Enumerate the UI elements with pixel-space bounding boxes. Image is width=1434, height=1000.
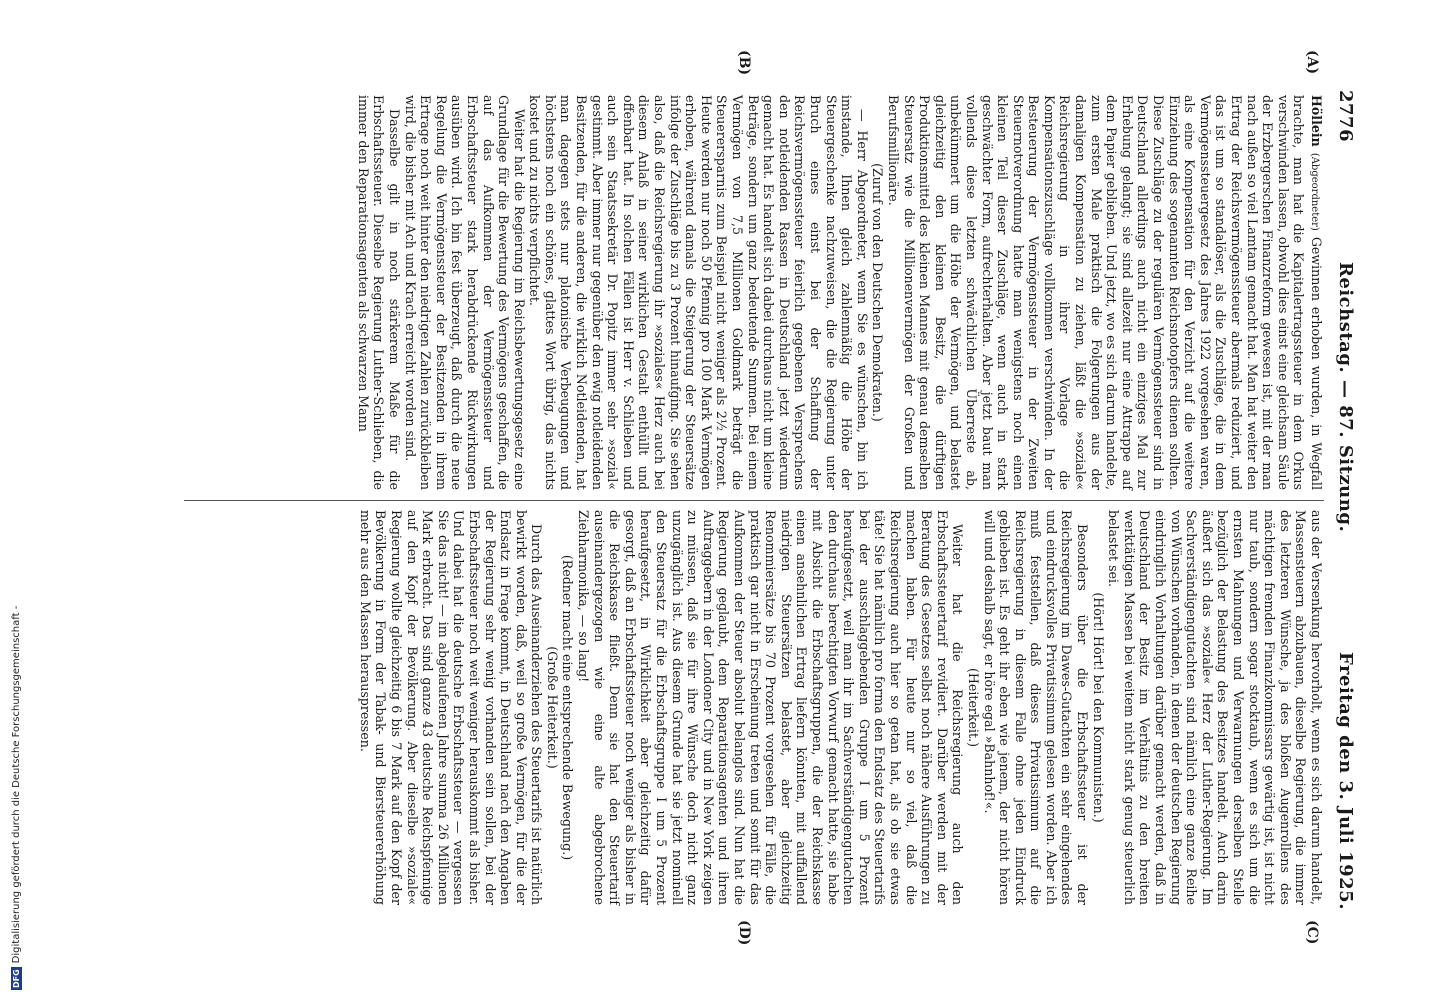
margin-mark-b: (B) [736, 50, 752, 76]
interjection: (Hört! Hört! bei den Kommunisten.) [1090, 592, 1106, 823]
dfg-logo: DFG [12, 969, 21, 988]
paragraph: Weiter hat die Regierung im Reichsbewertungsgesetz eine Grundlage für die Bewertung des Vermögens geschaffen, die auf das Aufkommen der Vermögenssteuer und Erbschaftssteuer stark herabdrückende Rückwirkungen ausüben wird. Ich bin fest überzeugt, daß durch die neue Regelung die Vermögenssteuer der Besitzenden in ihrem Ertrage noch weit hinter den niedrigen Zahlen zurückbleiben wird, die bisher mit Ach und Krach erreicht worden sind. [402, 95, 527, 490]
interjection: (Redner macht eine entsprechende Bewegung.) [560, 554, 576, 861]
paragraph: Dasselbe gilt in noch stärkerem Maße für die Erbschaftssteuer. Dieselbe Regierung Luther-Schlieben, die immer den Reparationsagenten als schwarzen Mann [355, 95, 402, 490]
paragraph [885, 95, 1324, 490]
speaker-name: Höllein [1309, 95, 1324, 147]
interjection: (Große Heiterkeit.) [544, 646, 560, 769]
session-title: Reichstag. — 87. Sitzung. [1335, 261, 1357, 533]
digitization-credit [0, 0, 22, 1000]
document-page [112, 0, 1412, 1000]
paragraph: Durch das Auseinanderziehen des Steuertarifs ist natürlich bewirkt worden, daß, weil so große Vermögen, für die der Endsatz in Frage kommt, in Deutschland nach den Angaben der Regierung sehr wenig vorhanden sein sollen, bei der Erbschaftssteuer noch weit weniger herauskommt als bisher. Und dabei hat die deutsche Erbschaftssteuer — vergessen Sie das nicht! — im abgelaufenen Jahre summa 26 Millionen Mark erbracht. Das sind ganze 43 deutsche Reichspfennige auf den Kopf der Bevölkerung. Aber dieselbe »soziale« Regierung wollte gleichzeitig 6 bis 7 Mark auf den Kopf der Bevölkerung in Form der Tabak- und Biersteuererhöhung mehr aus den Massen herauspressen. [357, 510, 545, 905]
credit-text: Digitalisierung gefördert durch die Deutsche Forschungsgemeinschaft - [11, 605, 22, 964]
speaker-role: (Abgeordneter) [1309, 152, 1320, 231]
text-columns [174, 95, 1324, 905]
left-column [174, 95, 1324, 490]
right-column [174, 510, 1324, 905]
paragraph-text: Gewinnen erhoben wurden, in Wegfall brachte, man hat die Kapitalertragssteuer in dem Orkus verschwinden lassen, obwohl dies einst eine gleichsam Säule der Erzbergerschen Finanzreform gewesen ist, mit der man nach außen so viel Lamtam gemacht hat. Man hat weiter den Ertrag der Reichsvermögenssteuer abermals reduziert, und das ist um so standalöser, als die Zuschläge, die in dem Vermögenssteuergesetz des Jahres 1922 vorgesehen waren, als eine Kompensation für den Verzicht auf die weitere Einziehung des sogenannten Reichsnotopfers dienen sollten. Diese Zuschläge zu der regulären Vermögenssteuer sind in Deutschland allerdings auch nicht ein einziges Mal zur Erhebung gelangt; sie sind allezeit nur eine Attrappe auf dem Papier geblieben. Und jetzt, wo es sich darum handelte, zum ersten Male praktisch die Folgerungen aus der damaligen Kompensation zu ziehen, läßt die »soziale« Reichsregierung in ihrer Vorlage die Kompensationszuschläge vollkommen verschwinden. In der Besteuerung der Vermögenssteuer in der Zweiten Steuernotverordnung hatte man wenigstens noch einen kleinen Teil dieser Zuschläge, wenn auch in stark geschwächter Form, aufrechterhalten. Aber jetzt baut man vollends diese letzten schwächlichen Überreste ab, unbekümmert um die Höhe der Vermögen, und belastet gleichzeitig den kleinen Besitz, die dürftigen Produktionsmittel des kleinen Mannes mit genau demselben Steuersatz wie die Millionenvermögen der Großen und Berufsmillionäre. [885, 95, 1324, 490]
page-number: 2776 [1335, 90, 1357, 143]
page-header [1330, 90, 1362, 910]
paragraph: Weiter hat die Reichsregierung auch den Erbschaftssteuertarif revidiert. Darüber werden mit der Beratung des Gesetzes selbst noch nähere Ausführungen zu machen haben. Für heute nur so viel, daß die Reichsregierung auch hier so getan hat, als ob sie etwas täte! Sie hat nämlich pro forma den Endsatz des Steuertarifs bei der ausschlaggebenden Gruppe I um 5 Prozent heraufgesetzt, weil man ihr im Sachverständigengutachten den durchaus berechtigten Vorwurf gemacht hatte, sie habe mit Absicht die Erbschaftsgruppen, die der Reichskasse einen ansehnlichen Ertrag liefern könnten, mit auffallend niedrigen Steuersätzen belastet, aber gleichzeitig Renommiersätze bis 70 Prozent vorgesehen für Fälle, die praktisch gar nicht in Erscheinung treten und somit für das Aufkommen der Steuer absolut belanglos sind. Nun hat die Regierung geglaubt, dem Reparationsagenten und ihren Auftraggebern in der Londoner City und in New York zeigen zu müssen, daß sie für ihre Wünsche doch nicht ganz unzugänglich ist. Aus diesem Grunde hat sie jetzt nominell den Steuersatz für die Erbschaftsgruppe I um 5 Prozent heraufgesetzt, in Wirklichkeit aber gleichzeitig dafür gesorgt, daß an Erbschaftssteuer noch weniger als bisher in die Reichskasse fließt. Denn sie hat den Steuertarif auseinandergezogen wie eine alte abgebrochene Ziehharmonika, — so lang! [576, 510, 966, 905]
margin-mark-c: (C) [1304, 920, 1320, 945]
paragraph: aus der Versenkung hervorholt, wenn es sich darum handelt, Massensteuern abzubauen, dieselbe Regierung, die immer des letzteren Wünsche, ja des bloßen Augenrollens des mächtigen fremden Finanzkommissars gewärtig ist, ist nicht nur taub, sondern sogar stocktaub, wenn es sich um die ernsten Mahnungen und Verwarnungen derselben Stelle bezüglich der Belastung des Besitzes handelt. Auch darin äußert sich das »soziale« Herz der Luther-Regierung. Im Sachverständigengutachten sind nämlich eine ganze Reihe von Wünschen vorhanden, in denen der deutschen Regierung eindringlich Vorhaltungen darüber gemacht werden, daß in Deutschland der Besitz im Verhältnis zu den breiten werktätigen Massen bei weitem nicht stark genug steuerlich belastet sei. [1106, 510, 1324, 905]
session-date: Freitag den 3. Juli 1925. [1335, 652, 1357, 910]
interjection: (Zuruf von den Deutschen Demokraten.) [870, 163, 886, 422]
margin-mark-d: (D) [736, 920, 752, 946]
margin-mark-a: (A) [1304, 50, 1320, 75]
interjection: (Heiterkeit.) [965, 668, 981, 747]
paragraph: — Herr Abgeordneter, wenn Sie es wünschen, bin ich imstande, Ihnen gleich zahlenmäßig die Höhe der Steuergeschenke nachzuweisen, die die Regierung unter Bruch eines einst bei der Schaffung der Reichsvermögenssteuer feierlich gegebenen Versprechens den notleidenden Rassen in Deutschland jetzt wiederum gemacht hat. Es handelt sich dabei durchaus nicht um kleine Beträge, sondern um ganz bedeutende Summen. Bei einem Vermögen von 7,5 Millionen Goldmark beträgt die Steuerersparnis zum Beispiel nicht weniger als 2½ Prozent. Heute werden nur noch 50 Pfennig pro 100 Mark Vermögen erhoben, während damals die Steigerung der Steuersätze infolge der Zuschläge bis zu 3 Prozent hinaufging. Sie sehen also, daß die Reichsregierung ihr »soziales« Herz auch bei diesem Anlaß in seiner wirklichen Gestalt enthüllt und offenbart hat. In solchen Fällen ist Herr v. Schlieben und auch sein Staatssekretär Dr. Popitz immer sehr »sozial« gestimmt. Aber immer nur gegenüber den ewig notleidenden Besitzenden, für die anderen, die wirklich Notleidenden, hat man dagegen stets nur platonische Verbeugungen und höchstens noch ein schönes, glattes Wort übrig, das nichts kostet und zu nichts verpflichtet. [527, 95, 870, 490]
paragraph: Besonders über die Erbschaftssteuer ist der Reichsregierung im Dawes-Gutachten ein sehr eingehendes und eindrucksvolles Privatissimum gelesen worden. Aber ich muß feststellen, daß dieses Privatissimum auf die Reichsregierung in diesem Falle ohne jeden Eindruck geblieben ist. Es geht ihr eben wie jenem, der nicht hören will und deshalb sagt, er höre egal »Bahnhof!«. [981, 510, 1091, 905]
